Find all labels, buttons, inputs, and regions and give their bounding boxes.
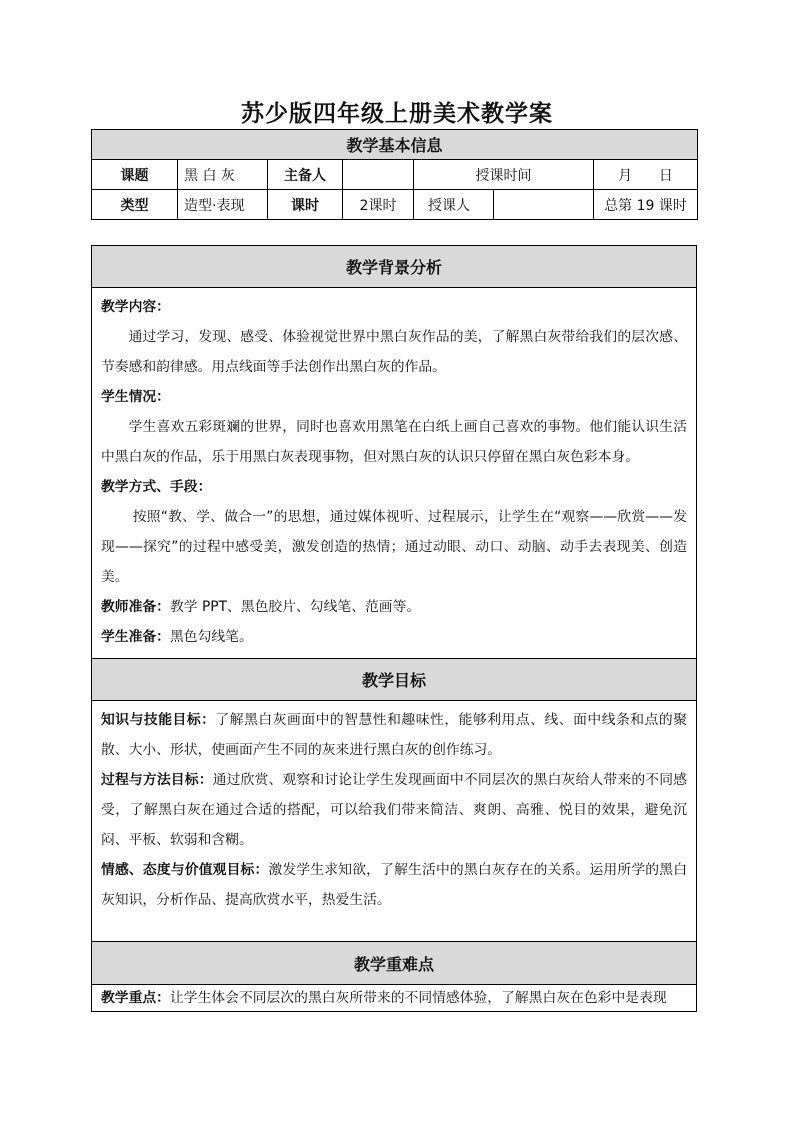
key-points-header: 教学重难点: [92, 942, 697, 985]
knowledge-text: 了解黑白灰画面中的智慧性和趣味性，能够利用点、线、面中线条和点的聚散、大小、形状，使画面产生不同的灰来进行黑白灰的创作练习。: [101, 712, 688, 758]
process-label: 过程与方法目标：: [101, 772, 213, 788]
type-label: 类型: [92, 190, 178, 220]
preparer-value: [343, 160, 414, 190]
document-title: 苏少版四年级上册美术教学案: [241, 100, 553, 127]
preparer-label: 主备人: [268, 160, 343, 190]
background-header: 教学背景分析: [92, 246, 697, 288]
method-text: 按照“教、学、做合一”的思想，通过媒体视听、过程展示，让学生在“观察——欣赏——发现——探究”的过程中感受美，激发创造的热情；通过动眼、动口、动脑、动手去表现美、创造美。: [101, 509, 687, 585]
student-prep-label: 学生准备：: [101, 629, 170, 645]
background-content: [92, 288, 697, 659]
teacher-label: 授课人: [414, 190, 494, 220]
goals-content: [92, 701, 697, 942]
hours-value: 2课时: [343, 190, 414, 220]
teacher-prep-text: 教学 PPT、黑色胶片、勾线笔、范画等。: [169, 599, 421, 615]
process-text: 通过欣赏、观察和讨论让学生发现画面中不同层次的黑白灰给人带来的不同感受，了解黑白灰在通过合适的搭配，可以给我们带来简洁、爽朗、高雅、悦目的效果，避免沉闷、平板、软弱和含糊。: [101, 772, 688, 848]
content-text: 通过学习，发现、感受、体验视觉世界中黑白灰作品的美，了解黑白灰带给我们的层次感、节奏感和韵律感。用点线面等手法创作出黑白灰的作品。: [101, 329, 687, 375]
basic-info-table: [91, 129, 698, 220]
hours-label: 课时: [268, 190, 343, 220]
teacher-prep-label: 教师准备：: [101, 599, 170, 615]
total-lessons-value: 总第 19 课时: [594, 190, 698, 220]
topic-label: 课题: [92, 160, 178, 190]
focus-text: 让学生体会不同层次的黑白灰所带来的不同情感体验，了解黑白灰在色彩中是表现: [169, 990, 667, 1006]
basic-info-header: 教学基本信息: [92, 130, 698, 160]
knowledge-label: 知识与技能目标：: [101, 712, 216, 728]
emotion-label: 情感、态度与价值观目标：: [101, 862, 269, 878]
teacher-value: [494, 190, 594, 220]
date-value: 月 日: [594, 160, 698, 190]
student-prep-text: 黑色勾线笔。: [169, 629, 253, 645]
class-time-label: 授课时间: [414, 160, 594, 190]
student-text: 学生喜欢五彩斑斓的世界，同时也喜欢用黑笔在白纸上画自己喜欢的事物。他们能认识生活中黑白灰的作品，乐于用黑白灰表现事物，但对黑白灰的认识只停留在黑白灰色彩本身。: [101, 419, 687, 465]
topic-value: 黑 白 灰: [178, 160, 268, 190]
key-points-content: [92, 985, 697, 1012]
emotion-text: 激发学生求知欲，了解生活中的黑白灰存在的关系。运用所学的黑白灰知识，分析作品、提高欣赏水平，热爱生活。: [101, 862, 688, 908]
type-value: 造型·表现: [178, 190, 268, 220]
lesson-plan-table: [91, 245, 697, 1012]
method-label: 教学方式、手段：: [101, 479, 212, 495]
goals-header: 教学目标: [92, 659, 697, 701]
student-label: 学生情况：: [101, 389, 170, 405]
content-label: 教学内容：: [101, 299, 170, 315]
focus-label: 教学重点：: [101, 990, 170, 1006]
